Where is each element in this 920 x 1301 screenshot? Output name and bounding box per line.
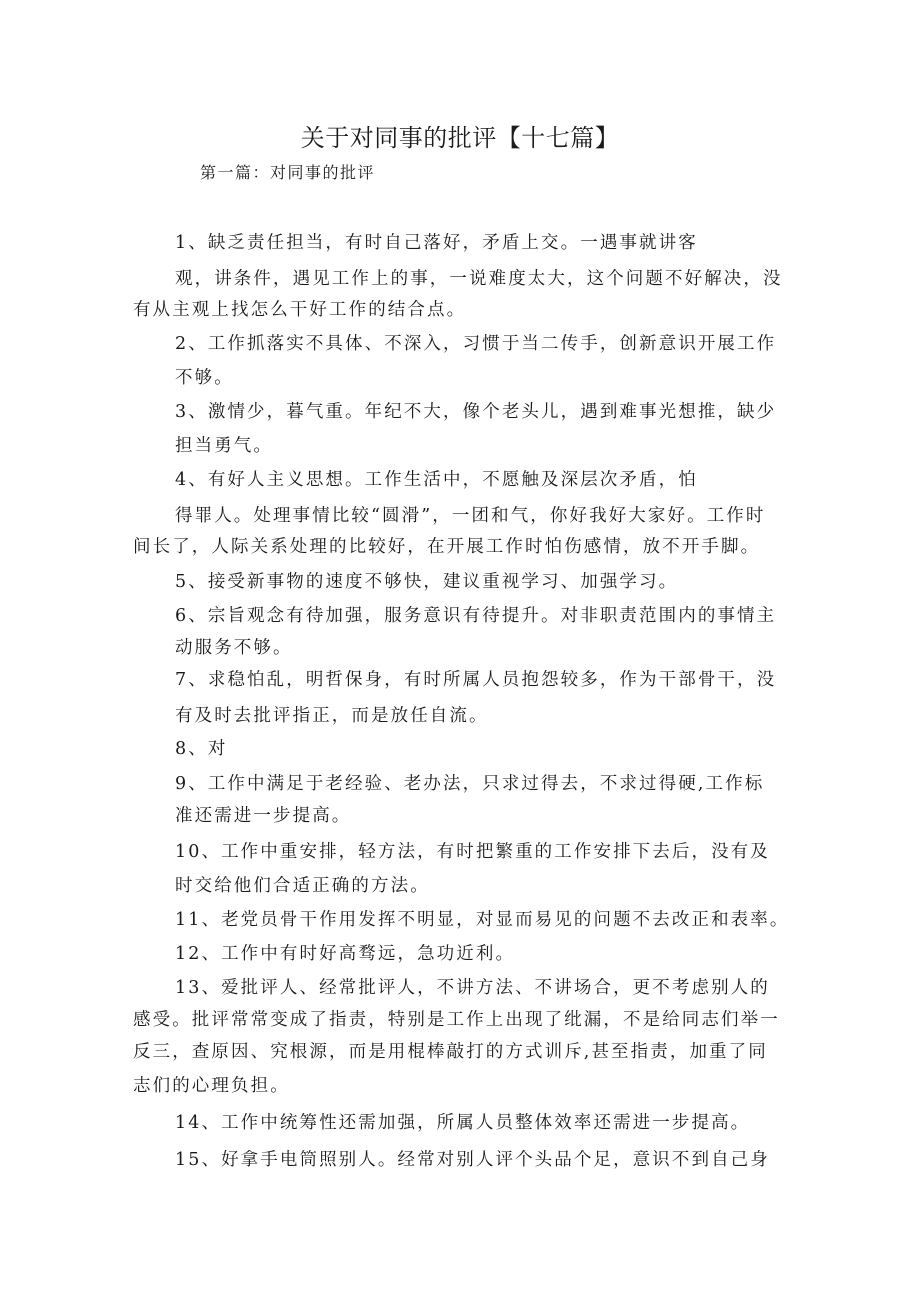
text-line: 时交给他们合适正确的方法。: [175, 876, 430, 896]
document-title: 关于对同事的批评【十七篇】: [300, 124, 620, 152]
text-line: 感受。批评常常变成了指责，特别是工作上出现了纰漏，不是给同志们举一: [133, 1010, 780, 1030]
text-line: 反三，查原因、究根源，而是用棍棒敲打的方式训斥,甚至指责，加重了同: [133, 1042, 768, 1062]
text-line: 有从主观上找怎么干好工作的结合点。: [133, 300, 467, 320]
text-line: 志们的心理负担。: [133, 1076, 290, 1096]
text-line: 14、工作中统筹性还需加强，所属人员整体效率还需进一步提高。: [175, 1113, 751, 1133]
text-line: 2、工作抓落实不具体、不深入，习惯于当二传手，创新意识开展工作: [175, 334, 777, 354]
text-line: 7、求稳怕乱，明哲保身，有时所属人员抱怨较多，作为干部骨干，没: [175, 670, 777, 690]
text-line: 观，讲条件，遇见工作上的事，一说难度太大，这个问题不好解决，没: [175, 269, 783, 289]
text-line: 6、宗旨观念有待加强，服务意识有待提升。对非职责范围内的事情主: [175, 606, 777, 626]
text-line: 4、有好人主义思想。工作生活中，不愿触及深层次矛盾，怕: [175, 470, 698, 490]
text-line: 9、工作中满足于老经验、老办法，只求过得去，不求过得硬,工作标: [175, 774, 765, 794]
text-line: 得罪人。处理事情比较“圆滑”，一团和气，你好我好大家好。工作时: [175, 506, 766, 526]
text-line: 不够。: [175, 368, 234, 388]
text-line: 12、工作中有时好高骛远，急功近利。: [175, 944, 516, 964]
text-line: 1、缺乏责任担当，有时自己落好，矛盾上交。一遇事就讲客: [175, 233, 698, 253]
text-line: 5、接受新事物的速度不够快，建议重视学习、加强学习。: [175, 572, 679, 592]
text-line: 3、激情少，暮气重。年纪不大，像个老头儿，遇到难事光想推，缺少: [175, 402, 777, 422]
text-line: 有及时去批评指正，而是放任自流。: [175, 706, 489, 726]
text-line: 13、爱批评人、经常批评人，不讲方法、不讲场合，更不考虑别人的: [175, 978, 770, 998]
text-line: 11、老党员骨干作用发挥不明显，对显而易见的问题不去改正和表率。: [175, 910, 790, 930]
section-heading: 第一篇：对同事的批评: [200, 163, 376, 182]
text-line: 动服务不够。: [175, 638, 293, 658]
text-line: 间长了，人际关系处理的比较好，在开展工作时怕伤感情，放不开手脚。: [133, 537, 761, 557]
text-line: 10、工作中重安排，轻方法，有时把繁重的工作安排下去后，没有及: [175, 842, 770, 862]
text-line: 担当勇气。: [175, 436, 273, 456]
text-line: 15、好拿手电筒照别人。经常对别人评个头品个足，意识不到自己身: [175, 1150, 770, 1170]
text-line: 准还需进一步提高。: [175, 806, 352, 826]
text-line: 8、对: [175, 739, 228, 759]
